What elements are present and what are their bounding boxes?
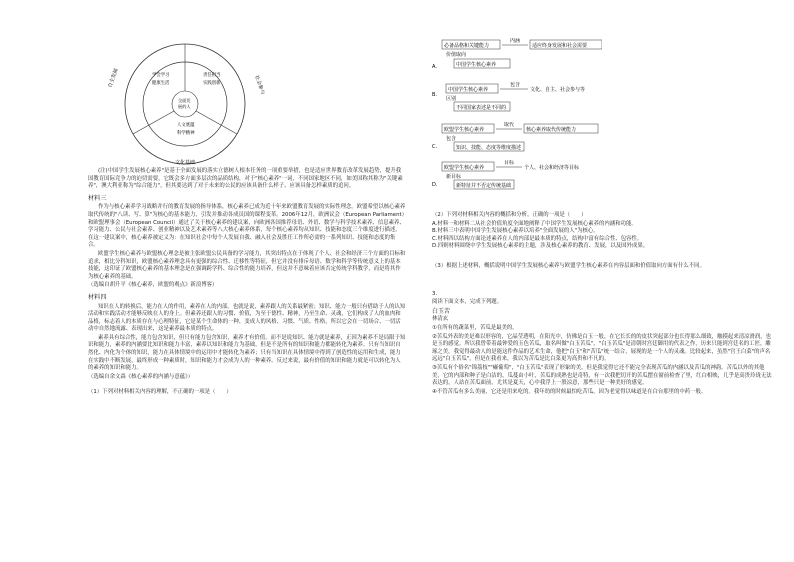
quadrant-bottom-line1: 人文底蕴 bbox=[177, 123, 195, 128]
section4-paragraph1: 知识在人的转换后，能力在人的作用，素养在人的内部。也就是说，素养跟人的关系最紧密；知识、能力一般只有借助于人的认知活动和实践活动才能够反映在人的身上。但素养还跟人的习惯、价值，为至于德性、精神，乃至生命、灵魂，它们构成了人的血肉和品格，标志着人的本质存在与心理特征，它是某个生命体的一种，变成人的风格、习惯、气质、性格，所以它会在一切场合、一切活动中自然地流露、表现出来，这是素养最本质的特点。 bbox=[88, 303, 406, 333]
center-label-line1: 全面发 bbox=[178, 98, 191, 103]
flow-a-arrow-text: 内涵 bbox=[510, 38, 521, 44]
flow-b-bottom-text: 不同国家表述是不同的 bbox=[456, 105, 507, 111]
section3-title: 材料三 bbox=[88, 194, 107, 202]
diagram-bottom-label: 文化基础 bbox=[175, 160, 196, 166]
flow-a-top-text: 必备品格和关键能力 bbox=[444, 43, 490, 49]
flow-b-note: 区别 bbox=[446, 96, 457, 102]
story-paragraph3: ③苦瓜有个俗名"锦荔枝""癞葡萄"，"白玉苦瓜"表现了形象的美，但是我觉得它还不能完全表现苦瓜的内涵以及苦瓜的神韵。苦瓜以外的其他美，它的内部和种子是白洁的，瓜蔓由小叶，苦瓜的成熟也是奇特，有一次我把切开的苦瓜摆在窗前检查了里，红白相映，几乎是高贵玲珑无法表达的。人站在苦瓜面前，尤其是夏天，心中我浮上一股凉意，那些只是一种美好的感觉。 bbox=[432, 364, 772, 387]
flow-a-label: A. bbox=[432, 64, 437, 70]
q2-option-a: A.材料一和材料二从社会价值角度全面地阐释了中国学生发展核心素养的内涵和功能。 bbox=[432, 220, 637, 227]
flow-a-note: 价值取向 bbox=[446, 52, 467, 58]
flow-a-bottom-text: 中国学生核心素养 bbox=[456, 62, 497, 68]
flow-d-note: 新目标 bbox=[446, 174, 462, 180]
flow-d-label: D. bbox=[432, 182, 438, 188]
flow-d-arrow-text: 目标 bbox=[504, 160, 515, 166]
story-title: 白玉苦 bbox=[432, 307, 451, 315]
diagram-left-label: 自主发展 bbox=[107, 67, 120, 89]
question1: （1）下列对材料相关内容的理解，不正确的一项是（ ） bbox=[88, 389, 232, 396]
flow-b-label: B. bbox=[432, 92, 438, 98]
section4-paragraph2: 素养具有综合性，能力包含知识，但只有能力包含知识，素养才有价值。而不是说知识、能力就是素养，正因为素养不是局限于知识和能力，素养的内涵要比知识和能力丰富，素养以知识和能力为基础，但是不是所有的知识和能力都能转化为素养。只有当知识自然化、内化为个体的知识，能力在具体情境中的运用中才能转化为素养；只有当知识在具体情境中得到了创造性的运用和生成，能力在实践中不断发展，最终形成一种素质时，知识和能力才会成为人的一种素养。反过来说，最有价值的知识和能力就是可以转化为人的素养的知识和能力。 bbox=[88, 334, 406, 372]
flow-c-right-text: 核心素养取代传统能力 bbox=[526, 127, 577, 133]
flow-c-bottom-text: 知识、技能、态度等维度描述 bbox=[456, 145, 522, 151]
right-column bbox=[432, 212, 772, 397]
flow-a-svg bbox=[432, 38, 602, 74]
flow-b-left-text: 中国学生核心素养 bbox=[448, 87, 489, 93]
left-column bbox=[88, 168, 406, 398]
flow-b-arrow-text: 包含 bbox=[510, 82, 521, 88]
section4-source: （选编自余文森《核心素养的内涵与意蕴》） bbox=[88, 373, 194, 380]
core-literacy-diagram bbox=[95, 40, 275, 168]
quadrant-left-line2: 健康生活 bbox=[152, 81, 170, 86]
quadrant-right-line1: 责任担当 bbox=[203, 73, 221, 78]
flow-b-svg bbox=[432, 82, 602, 114]
flow-option-a bbox=[432, 38, 602, 78]
flow-d-bottom-text: 新特征并不否定传统基础 bbox=[456, 183, 512, 189]
quadrant-right-line2: 实践创新 bbox=[203, 81, 221, 86]
flow-d-left-text: 欧盟学生核心素养 bbox=[444, 165, 485, 171]
divider-line-right bbox=[196, 111, 237, 134]
flow-c-left-text: 欧盟学生核心素养 bbox=[444, 127, 485, 133]
flow-d-right-text: 个人、社会和经济等目标 bbox=[524, 165, 580, 171]
story-paragraph4: ④不管苦瓜有多么美丽，它还是用来吃的。我年幼的时候最怕吃苦瓜，因为老觉得以味道是在白台那里的中药一般。 bbox=[432, 388, 707, 395]
question-number-3: 3. bbox=[432, 290, 438, 297]
flow-c-label: C. bbox=[432, 144, 438, 150]
q2-option-c: C.材料四以结构方面论述素养在人的内部是最本质的特点，结构中富有综合性、包容性。 bbox=[432, 235, 643, 242]
section3-paragraph1: 作为与核心素养学习战略并行的教育发展的指导体系，核心素养已成为近十年来欧盟教育发展的实际性理念。欧盟希望以核心素养取代传统的"八读、写、算"为核心的基本能力，引发并推动各成员国的课程变革。2006年12月，欧洲议会（European Parliament）和欧盟理事会（European Council）通过了关于核心素养的建议案，向欧洲各国推荐母语、外语、数学与科学技术素养、信息素养、学习能力、公民与社会素养、创业精神以及艺术素养等八大核心素养体系，每个核心素养均从知识、技能和态度三个维度进行描述。在这一建议案中，核心素养被定义为：在知识社会中每个人发展自我、融入社会及胜任工作所必需的一系列知识、技能和态度的集合。 bbox=[88, 204, 406, 249]
quadrant-bottom-line2: 科学精神 bbox=[177, 131, 195, 136]
intro-paragraph: (注)中国学生发展核心素养"是基于全面发展的落实立德树人根本任务的一项重要举措，也是适应世界教育改革发展趋势，提升我国教育国际竞争力的迫切需要，它既会多方面多层次的品质结构，对于"核心素养"一词，不同国家地区不同，如美国称其称为"关键素养"，澳大利亚称为"综合能力"，但其要达到了对于未来的公民的应该具备什么样子、应该具备怎样素质的追问。 bbox=[88, 168, 403, 190]
quadrant-left-line1: 学会学习 bbox=[152, 73, 170, 78]
question2: （2）下列对材料相关内容的概括和分析，正确的一项是（ ） bbox=[432, 212, 587, 218]
core-literacy-circle-svg bbox=[95, 40, 275, 168]
flow-option-c bbox=[432, 122, 602, 158]
q2-option-d: D.四则材料围绕中学生发展核心素养的主题，涉及核心素养的教育、发展，以及国外成果。 bbox=[432, 243, 649, 250]
question3: （3）根据上述材料，概括说明中国学生发展核心素养与欧盟学生核心素养在内容层面和价值取向方面有什么不同。 bbox=[432, 262, 705, 269]
flow-d-svg bbox=[432, 160, 602, 192]
diagram-right-label: 社会参与 bbox=[253, 74, 266, 96]
divider-line-left bbox=[133, 111, 174, 134]
flow-c-svg bbox=[432, 122, 602, 154]
section4-title: 材料四 bbox=[88, 293, 107, 301]
flow-c-note: 包含 bbox=[446, 136, 457, 142]
q2-option-b: B.材料三中表明中国学生发展核心素养以培养"全面发展的人"为核心。 bbox=[432, 228, 599, 235]
section3-paragraph2: 欧盟学生核心素养与欧盟核心理念是被主张欧盟公民具备的学习能力，其突出特点在于体现了个人、社会和经济三个方面的目标和追求，相比分科知识，欧盟核心素养理念具有更强的综合性、迁移性等特征，但它并没有排斥母语、数学和科学等传统意义上的基本技能，这印证了欧盟核心素养的基本理念是在强调跨学科、综合性的能力培养，但这并不意味着应该否定传统学科教学，而是将其作为核心素养的基础。 bbox=[88, 250, 406, 280]
flow-c-arrow-text: 取代 bbox=[504, 122, 515, 128]
flow-option-d bbox=[432, 160, 602, 196]
reading-instruction: 阅读下面文本，完成下列题。 bbox=[432, 299, 503, 306]
flow-option-b bbox=[432, 82, 602, 118]
center-label-line2: 展的人 bbox=[178, 104, 191, 109]
story-paragraph2: ②苦瓜外表的美是难以形容的，它晶莹透明，在阳光中，仿佛是白玉一般，在它长长的的皮状突起部分也长得那么细致，触摸起来清凉滑润，也是玉的感觉。所以我曾带着最钟爱的玉色苦瓜，取名叫做"白玉苦瓜"，"白玉苦瓜"是清朝时宫廷御用的代表之作，历来只能到宫廷名的工匠，雕琢之美，我觉得最动人的是能这件作品的艺术生命，他把"白玉"和"苦瓜"统一结合，展现的是一个人的灵魂。比较起来，虽然"宫王白菜"的声名远远"白玉苦瓜"，但是在我看来，我以为苦瓜是比白菜更为高贵和不凡的。 bbox=[432, 333, 772, 363]
story-author: 林清玄 bbox=[432, 316, 449, 323]
story-paragraph1: ①在所有的蔬菜里，苦瓜是最美的。 bbox=[432, 324, 518, 331]
flow-a-right-text: 适应终身发展和社会需要 bbox=[532, 43, 588, 49]
flow-b-right-text: 文化、自主、社会参与等 bbox=[530, 87, 586, 93]
section3-source: （选编自胡升平《核心素养，欧盟的观点》新浪博客） bbox=[88, 282, 218, 289]
